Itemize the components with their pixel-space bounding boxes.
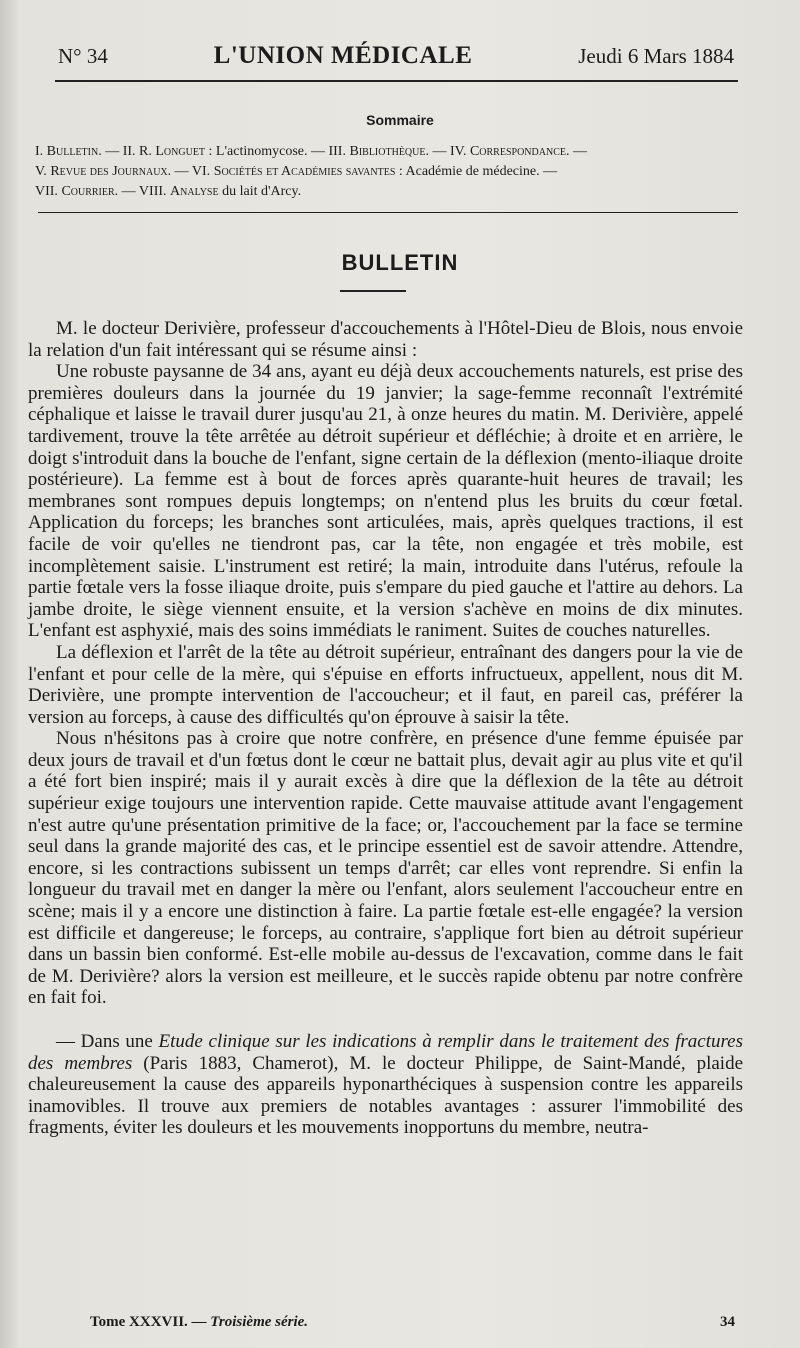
issue-number: N° 34 (58, 44, 108, 68)
sommaire-item: II. R. Longuet : L'actinomycose. — (122, 144, 329, 159)
sommaire-item: VIII. Analyse du lait d'Arcy. (138, 184, 302, 199)
sommaire-item: IV. Correspondance. — (449, 144, 587, 159)
sommaire-item: VI. Sociétés et Académies savantes : Académie de médecine. — (191, 164, 558, 179)
issue-date: Jeudi 6 Mars 1884 (578, 44, 734, 68)
page-header (58, 42, 734, 70)
section-title: BULLETIN (341, 250, 459, 275)
paragraph: Une robuste paysanne de 34 ans, ayant eu déjà deux accouchements naturels, est prise des premières douleurs dans la journée du 19 janvier; la sage-femme reconnaît l'extrémité céphalique et laisse le travail durer jusqu'au 21, à onze heures du matin. M. Derivière, appelé tardivement, trouve la tête arrêtée au détroit supérieur et défléchie; à droite et en arrière, le doigt s'introduit dans la bouche de l'enfant, signe certain de la déflexion (mento-iliaque droite postérieure). La femme est à bout de forces après quarante-huit heures de travail; les membranes sont rompues depuis longtemps; on n'entend plus les bruits du cœur fœtal. Application du forceps; les branches sont articulées, mais, après quelques tractions, il est facile de voir qu'elles ne tiendront pas, car la tête, non engagée et très mobile, est incomplètement saisie. L'instrument est retiré; la main, introduite dans l'utérus, refoule la partie fœtale vers la fosse iliaque droite, puis s'empare du pied gauche et l'attire au dehors. La jambe droite, le siège viennent ensuite, et la version s'achève en moins de dix minutes. L'enfant est asphyxié, mais des soins immédiats le raniment. Suites de couches naturelles. (28, 361, 743, 642)
sommaire-item: III. Bibliothèque. — (328, 144, 450, 159)
paragraph: La déflexion et l'arrêt de la tête au détroit supérieur, entraînant des dangers pour la vie de l'enfant et pour celle de la mère, qui s'épuise en efforts infructueux, appellent, nous dit M. Derivière, une prompte intervention de l'accoucheur; et il faut, en pareil cas, préférer la version au forceps, à cause des difficultés qu'on éprouve à saisir la tête. (28, 641, 743, 728)
tome-label: Tome XXXVII. — Troisième série. (90, 1314, 309, 1330)
paragraph: Nous n'hésitons pas à croire que notre confrère, en présence d'une femme épuisée par deux jours de travail et d'un fœtus dont le cœur ne battait plus, devait agir au plus vite et qu'il a été fort bien inspiré; mais il y aurait excès à dire que la déflexion de la tête au détroit supérieur exige toujours une intervention rapide. Cette mauvaise attitude avant l'engagement n'est autre qu'une présentation primitive de la face; or, l'accouchement par la face se termine seul dans la grande majorité des cas, et le principe essentiel est de savoir attendre. Attendre, encore, si les contractions subissent un temps d'arrêt; car elles vont reprendre. Si enfin la longueur du travail met en danger la mère ou l'enfant, alors seulement l'accoucheur entre en scène; mais il y a encore une distinction à faire. La partie fœtale est-elle engagée? la version est difficile et dangereuse; le forceps, au contraire, s'applique fort bien au détroit supérieur dans un bassin bien conformé. Est-elle mobile au-dessus de l'excavation, comme dans le fait de M. Derivière? alors la version est meilleure, et le succès rapide obtenu par notre confrère en fait foi. (28, 728, 743, 1009)
journal-title: L'UNION MÉDICALE (213, 42, 473, 69)
paragraph: — Dans une Etude clinique sur les indications à remplir dans le traitement des fractures des membres (Paris 1883, Chamerot), M. le docteur Philippe, de Saint-Mandé, plaide chaleureusement la cause des appareils hyponarthéciques à suspension contre les appareils inamovibles. Il trouve aux premiers de notables avantages : assurer l'immobilité des fragments, éviter les douleurs et les mouvements inopportuns du membre, neutra- (28, 1031, 744, 1139)
article-body (28, 318, 743, 1139)
page-number: 34 (720, 1314, 735, 1330)
sommaire-item: VII. Courrier. — (35, 184, 139, 199)
sommaire-rule (38, 212, 738, 213)
sommaire-item: V. Revue des Journaux. — (35, 164, 192, 179)
sommaire-list (35, 142, 740, 202)
sommaire-item: I. Bulletin. — (35, 144, 123, 159)
cited-work-title: Etude clinique sur les indications à remplir dans le traitement des fractures des membres (28, 1031, 744, 1074)
section-rule (340, 290, 406, 292)
header-rule (55, 80, 738, 82)
paragraph: M. le docteur Derivière, professeur d'accouchements à l'Hôtel-Dieu de Blois, nous envoie la relation d'un fait intéressant qui se résume ainsi : (28, 318, 743, 361)
sommaire-title: Sommaire (366, 112, 434, 128)
page-footer (90, 1314, 735, 1331)
